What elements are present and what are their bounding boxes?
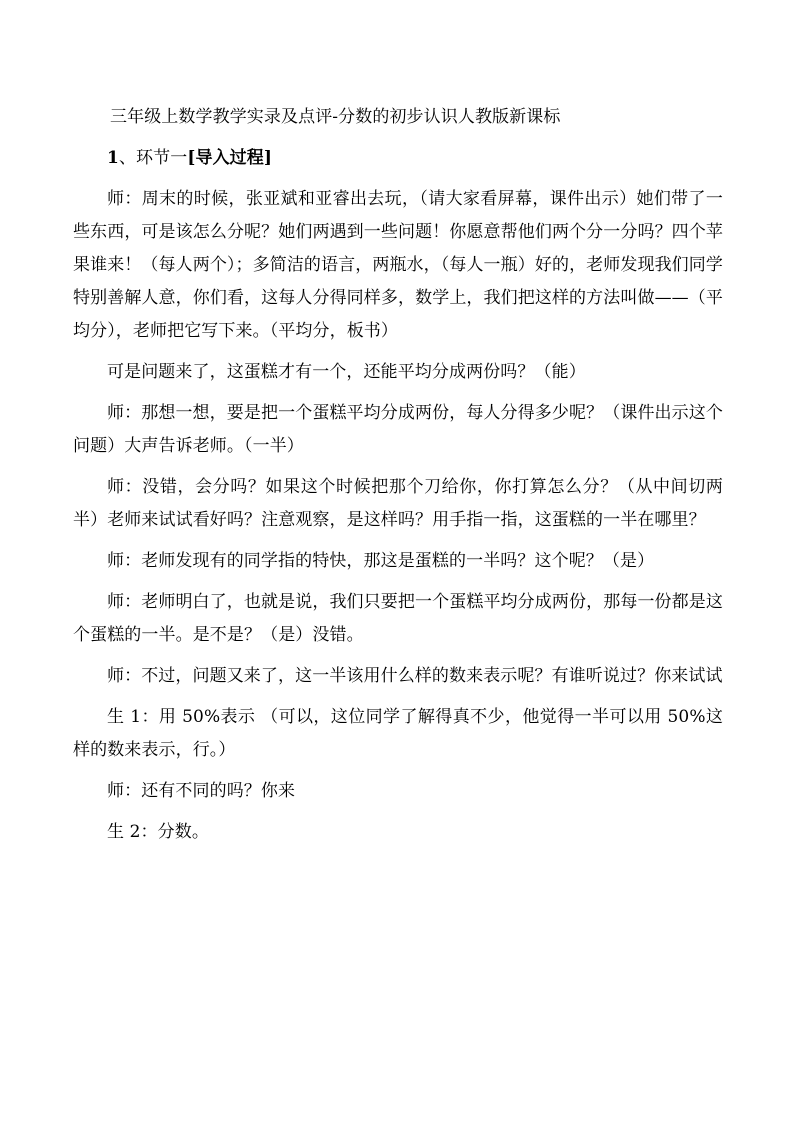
section-label: 、环节一 <box>118 148 188 168</box>
paragraph: 师：老师明白了，也就是说，我们只要把一个蛋糕平均分成两份，那每一份都是这个蛋糕的一半。是不是？（是）没错。 <box>73 592 723 645</box>
document-body <box>73 101 723 849</box>
paragraph: 师：周末的时候，张亚斌和亚睿出去玩，（请大家看屏幕，课件出示）她们带了一些东西，可是该怎么分呢？她们两遇到一些问题！你愿意帮他们两个分一分吗？四个苹果谁来！（每人两个）；多简洁的语言，两瓶水，（每人一瓶）好的，老师发现我们同学特别善解人意，你们看，这每人分得同样多，数学上，我们把这样的方法叫做——（平均分），老师把它写下来。（平均分，板书） <box>73 189 723 341</box>
section-bracket-title: [导入过程] <box>187 148 273 168</box>
document-title: 三年级上数学教学实录及点评-分数的初步认识人教版新课标 <box>110 107 561 127</box>
paragraph: 生 2：分数。 <box>107 822 209 842</box>
paragraph: 师：不过，问题又来了，这一半该用什么样的数来表示呢？有谁听说过？你来试试 <box>107 666 723 686</box>
paragraph: 师：老师发现有的同学指的特快，那这是蛋糕的一半吗？这个呢？（是） <box>107 551 655 571</box>
paragraph: 生 1：用 50%表示 （可以，这位同学了解得真不少，他觉得一半可以用 50%这样的数来表示，行。） <box>73 707 723 760</box>
paragraph: 师：那想一想，要是把一个蛋糕平均分成两份，每人分得多少呢？（课件出示这个问题）大声告诉老师。（一半） <box>73 403 723 456</box>
section-number: 1 <box>107 148 119 168</box>
paragraph: 师：还有不同的吗？你来 <box>107 781 296 801</box>
section-heading <box>73 142 723 175</box>
paragraph: 师：没错，会分吗？如果这个时候把那个刀给你，你打算怎么分？（从中间切两半）老师来试试看好吗？注意观察，是这样吗？用手指一指，这蛋糕的一半在哪里？ <box>73 477 723 530</box>
paragraph: 可是问题来了，这蛋糕才有一个，还能平均分成两份吗？（能） <box>107 362 586 382</box>
